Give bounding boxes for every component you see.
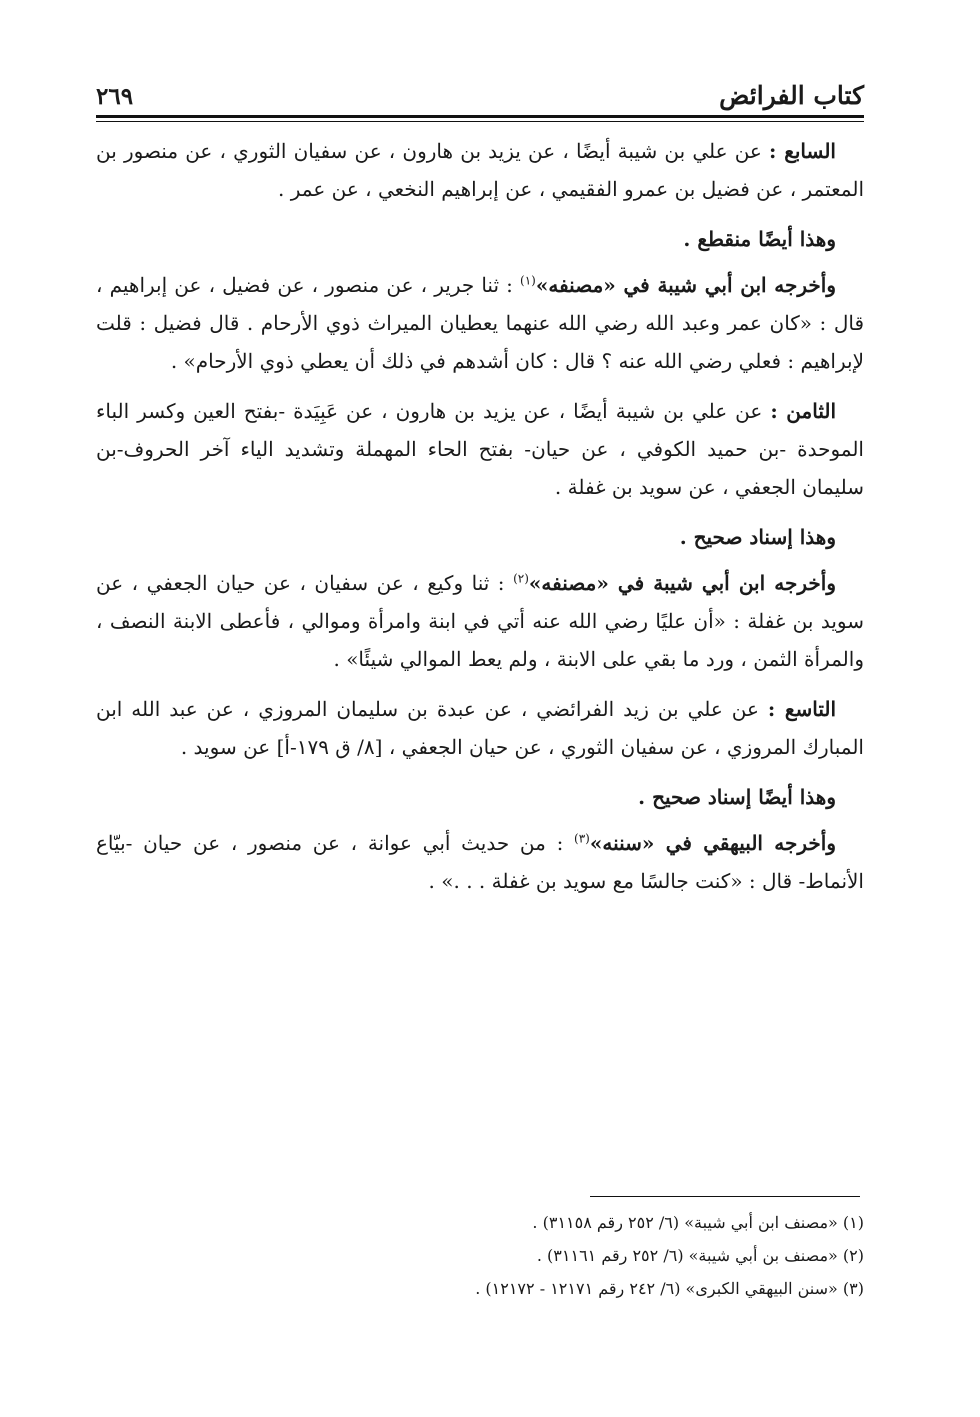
paragraph-text: : من حديث أبي عوانة ، عن منصور ، عن حيان -بيّاع الأنماط- قال : «كنت جالسًا مع سويد بن غفلة . . .» . bbox=[96, 831, 864, 893]
paragraph-lead: وأخرجه ابن أبي شيبة في «مصنفه» bbox=[528, 571, 836, 595]
statement-aydan-sahih: وهذا أيضًا إسناد صحيح . bbox=[638, 785, 836, 809]
paragraph-text: عن علي بن شيبة أيضًا ، عن يزيد بن هارون ، عن عَبِيَدة -بفتح العين وكسر الباء الموحدة -بن حميد الكوفي ، عن حيان- بفتح الحاء المهملة وتشديد الياء آخر الحروف-بن سليمان الجعفي ، عن سويد بن غفلة . bbox=[96, 399, 864, 499]
statement-sahih: وهذا إسناد صحيح . bbox=[679, 525, 836, 549]
paragraph-lead: الثامن : bbox=[770, 399, 837, 423]
paragraph-text: : ثنا جرير ، عن منصور ، عن فضيل ، عن إبراهيم ، قال : «كان عمر وعبد الله رضي الله عنهما يعطيان الميراث ذوي الأرحام . قال فضيل : قلت لإبراهيم : فعلي رضي الله عنه ؟ قال : كان أشدهم في ذلك أن يعطي ذوي الأرحام» . bbox=[96, 273, 864, 373]
paragraph-bayhaqi bbox=[96, 824, 864, 900]
paragraph-ibn-abi-shayba-2 bbox=[96, 564, 864, 678]
paragraph-text: : ثنا وكيع ، عن سفيان ، عن حيان الجعفي ، عن سويد بن غفلة : «أن عليًا رضي الله عنه أتي في ابنة وامرأة وموالي ، فأعطى الابنة النصف ، والمرأة الثمن ، ورد ما بقي على الابنة ، ولم يعط الموالي شيئًا» . bbox=[96, 571, 864, 671]
paragraph-lead: السابع : bbox=[769, 139, 836, 163]
footnote-marker: (١) bbox=[520, 273, 536, 288]
paragraph-lead: التاسع : bbox=[767, 697, 836, 721]
book-title: كتاب الفرائض bbox=[719, 81, 864, 110]
footnote-separator bbox=[590, 1196, 860, 1197]
paragraph-lead: وأخرجه البيهقي في «سننه» bbox=[589, 831, 836, 855]
page-header bbox=[96, 66, 864, 110]
page-number: ٢٦٩ bbox=[96, 83, 134, 110]
paragraph-text: عن علي بن شيبة أيضًا ، عن يزيد بن هارون ، عن سفيان الثوري ، عن منصور بن المعتمر ، عن فضيل بن عمرو الفقيمي ، عن إبراهيم النخعي ، عن عمر . bbox=[96, 139, 864, 201]
footnote-1: (١) «مصنف ابن أبي شيبة» (٦/ ٢٥٢ رقم ٣١١٥٨) . bbox=[532, 1213, 864, 1232]
paragraph-seventh bbox=[96, 132, 864, 208]
page-body bbox=[96, 132, 864, 912]
footnote-marker: (٣) bbox=[574, 831, 590, 846]
statement-munqati: وهذا أيضًا منقطع . bbox=[683, 227, 836, 251]
footnotes bbox=[96, 1206, 864, 1305]
paragraph-eighth bbox=[96, 392, 864, 506]
footnote-marker: (٢) bbox=[513, 571, 529, 586]
header-rule-thick bbox=[96, 115, 864, 118]
paragraph-lead: وأخرجه ابن أبي شيبة في «مصنفه» bbox=[535, 273, 836, 297]
footnote-2: (٢) «مصنف بن أبي شيبة» (٦/ ٢٥٢ رقم ٣١١٦١) . bbox=[536, 1246, 864, 1265]
header-rule-thin bbox=[96, 121, 864, 122]
paragraph-text: عن علي بن زيد الفرائضي ، عن عبدة بن سليمان المروزي ، عن عبد الله ابن المبارك المروزي ، عن سفيان الثوري ، عن حيان الجعفي ، [٨/ ق ١٧٩-أ] عن سويد . bbox=[96, 697, 864, 759]
footnote-3: (٣) «سنن البيهقي الكبرى» (٦/ ٢٤٢ رقم ١٢١٧١ - ١٢١٧٢) . bbox=[475, 1279, 864, 1298]
paragraph-ninth bbox=[96, 690, 864, 766]
paragraph-ibn-abi-shayba-1 bbox=[96, 266, 864, 380]
